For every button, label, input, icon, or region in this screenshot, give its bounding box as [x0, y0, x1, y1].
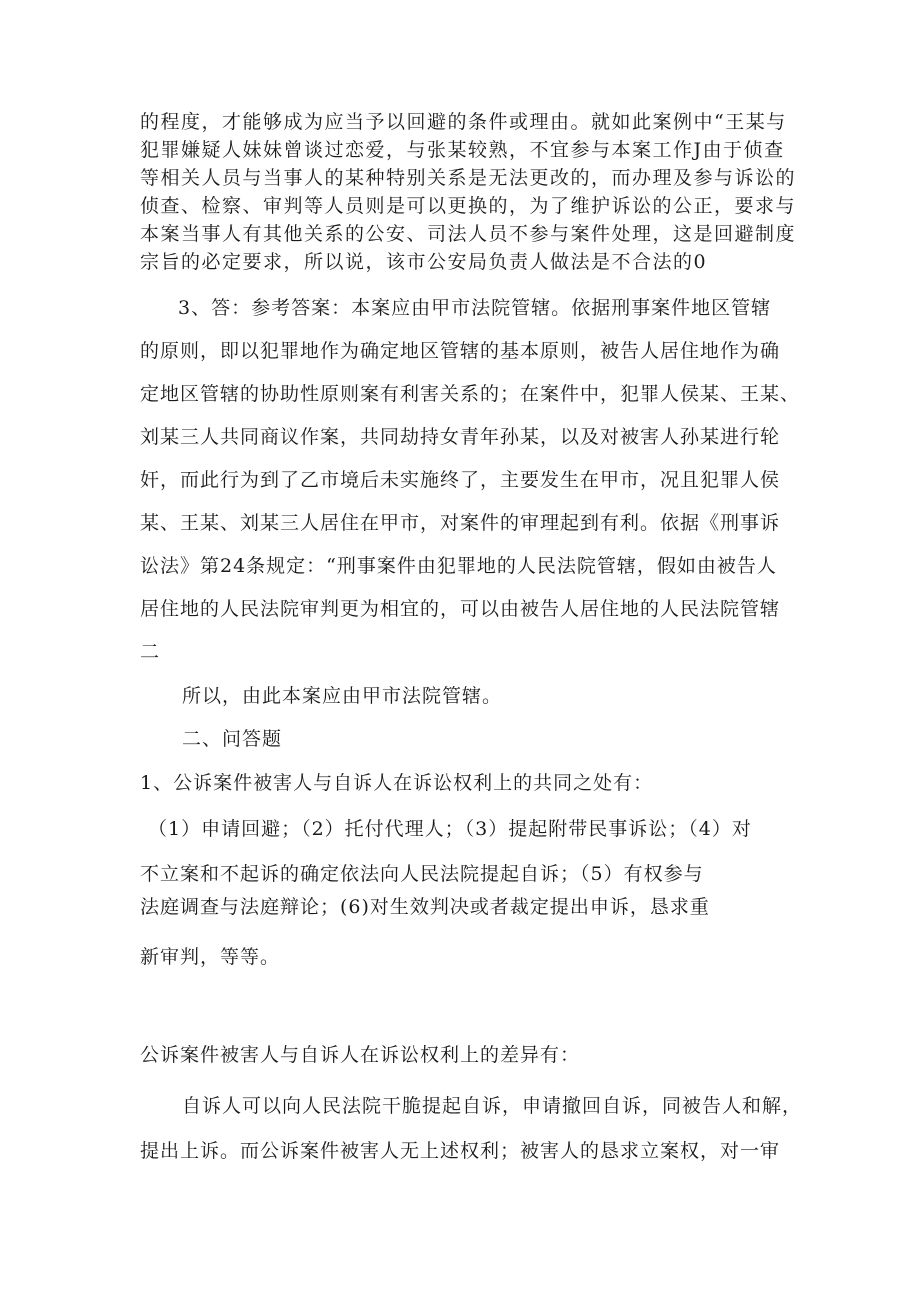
answer-3-heading: 3、答：参考答案：本案应由甲市法院管辖。依据刑事案件地区管辖: [178, 297, 772, 319]
text-line: 侦查、检察、审判等人员则是可以更换的，为了维护诉讼的公正，要求与: [140, 195, 797, 217]
text-line: 等相关人员与当事人的某种特别关系是无法更改的，而办理及参与诉讼的: [140, 167, 797, 189]
text-line: 居住地的人民法院审判更为相宜的，可以由被告人居住地的人民法院管辖: [140, 598, 781, 620]
text-line: 二: [140, 641, 161, 663]
text-line: 讼法》第24条规定：“刑事案件由犯罪地的人民法院管辖，假如由被告人: [140, 555, 777, 577]
text-line: 奸，而此行为到了乙市境后未实施终了，主要发生在甲市，况且犯罪人侯: [140, 469, 781, 491]
text-line: 定地区管辖的协助性原则案有利害关系的；在案件中，犯罪人侯某、王某、: [140, 383, 801, 405]
text-line: 刘某三人共同商议作案，共同劫持女青年孙某，以及对被害人孙某进行轮: [140, 426, 781, 448]
text-line: 提出上诉。而公诉案件被害人无上述权利；被害人的恳求立案权，对一审: [140, 1140, 781, 1162]
differences-heading: 公诉案件被害人与自诉人在诉讼权利上的差异有：: [140, 1044, 581, 1066]
text-line: 本案当事人有其他关系的公安、司法人员不参与案件处理，这是回避制度: [140, 223, 797, 245]
text-line: （1）申请回避；（2）托付代理人；（3）提起附带民事诉讼；（4）对: [148, 818, 752, 840]
text-line: 宗旨的必定要求，所以说，该市公安局负责人做法是不合法的0: [140, 251, 708, 273]
text-line: 法庭调查与法庭辩论；(6)对生效判决或者裁定提出申诉，恳求重: [140, 896, 710, 918]
text-line: 不立案和不起诉的确定依法向人民法院提起自诉；（5）有权参与: [140, 863, 704, 885]
text-line: 某、王某、刘某三人居住在甲市，对案件的审理起到有利。依据《刑事诉: [140, 512, 781, 534]
text-line: 的原则，即以犯罪地作为确定地区管辖的基本原则，被告人居住地作为确: [140, 340, 781, 362]
text-line: 的程度，才能够成为应当予以回避的条件或理由。就如此案例中“王某与: [140, 111, 787, 133]
text-line: 新审判，等等。: [140, 946, 281, 968]
question-1-heading: 1、公诉案件被害人与自诉人在诉讼权利上的共同之处有：: [140, 772, 654, 794]
text-line: 犯罪嫌疑人妹妹曾谈过恋爱，与张某较熟，不宜参与本案工作J由于侦查: [140, 139, 785, 161]
section-heading: 二、问答题: [182, 728, 283, 750]
text-line: 自诉人可以向人民法院干脆提起自诉，申请撤回自诉，同被告人和解，: [182, 1095, 803, 1117]
conclusion-line: 所以，由此本案应由甲市法院管辖。: [182, 685, 503, 707]
